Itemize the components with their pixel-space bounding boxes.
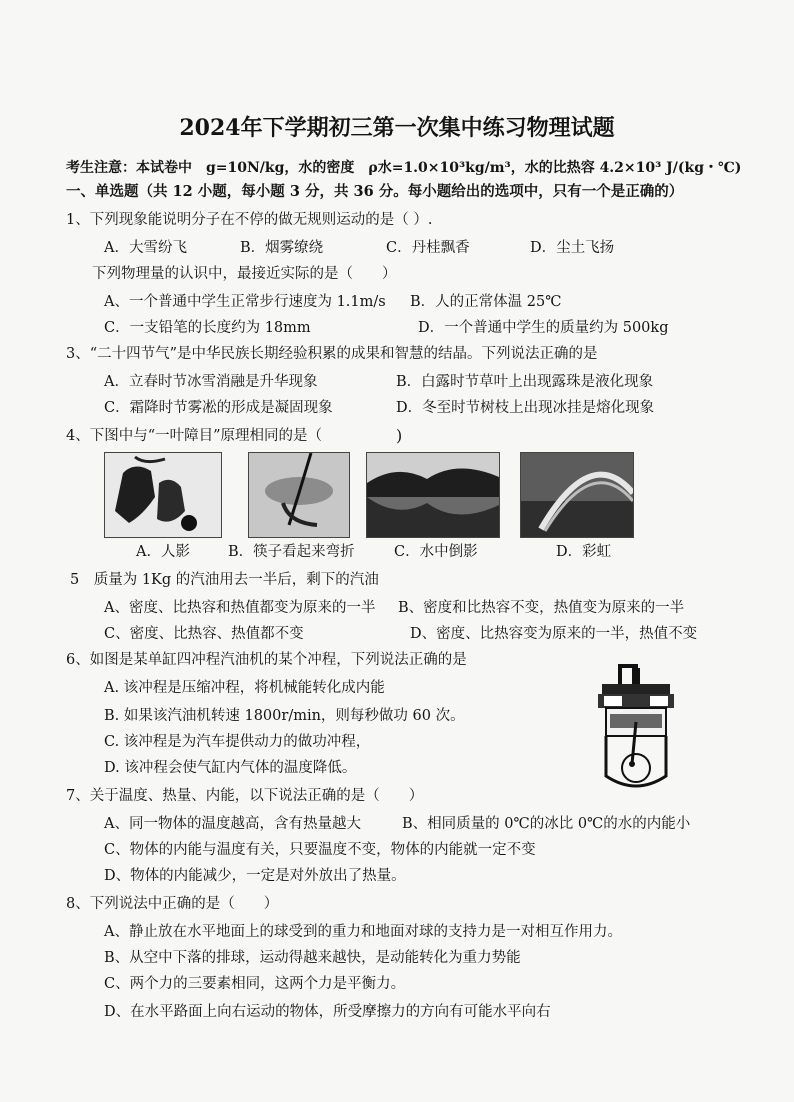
q2-option-a: A、一个普通中学生正常步行速度为 1.1m/s: [104, 294, 386, 310]
q4-option-b: B．筷子看起来弯折: [228, 544, 355, 560]
q1-option-a: A．大雪纷飞: [104, 240, 187, 256]
q7-option-c: C、物体的内能与温度有关，只要温度不变，物体的内能就一定不变: [104, 842, 536, 858]
q5-option-c: C、密度、比热容、热值都不变: [104, 626, 304, 642]
q6-option-d: D. 该冲程会使气缸内气体的温度降低。: [104, 760, 357, 776]
q1-stem: 1、下列现象能说明分子在不停的做无规则运动的是（ ）.: [66, 212, 433, 228]
notice: 考生注意：本试卷中 g=10N/kg，水的密度 ρ水=1.0×10³kg/m³，水的比热容 4.2×10³ J/(kg・℃): [66, 160, 742, 176]
section-heading: 一、单选题（共 12 小题，每小题 3 分，共 36 分。每小题给出的选项中，只有一个是正确的）: [66, 183, 684, 200]
exam-title: 2024年下学期初三第一次集中练习物理试题: [179, 115, 615, 141]
q7-option-b: B、相同质量的 0℃的冰比 0℃的水的内能小: [402, 816, 691, 832]
q5-stem: 5 质量为 1Kg 的汽油用去一半后，剩下的汽油: [70, 572, 379, 588]
q8-option-a: A、静止放在水平地面上的球受到的重力和地面对球的支持力是一对相互作用力。: [104, 924, 622, 940]
q8-option-d: D、在水平路面上向右运动的物体，所受摩擦力的方向有可能水平向右: [104, 1004, 551, 1020]
q1-option-c: C．丹桂飘香: [386, 240, 470, 256]
q2-stem: 下列物理量的认识中，最接近实际的是（ ）: [92, 266, 397, 282]
q8-option-b: B、从空中下落的排球，运动得越来越快，是动能转化为重力势能: [104, 950, 521, 966]
q4-stem: 4、下图中与“一叶障目”原理相同的是（: [66, 428, 323, 444]
q4-option-a: A．人影: [136, 544, 190, 560]
q4-option-d: D．彩虹: [556, 544, 612, 560]
q4-image-chopsticks: [248, 452, 350, 538]
q3-option-b: B．白露时节草叶上出现露珠是液化现象: [396, 374, 654, 390]
q3-option-c: C．霜降时节雾凇的形成是凝固现象: [104, 400, 333, 416]
q3-option-d: D．冬至时节树枝上出现冰挂是熔化现象: [396, 400, 655, 416]
q8-option-c: C、两个力的三要素相同，这两个力是平衡力。: [104, 976, 406, 992]
q6-option-a: A. 该冲程是压缩冲程，将机械能转化成内能: [104, 680, 385, 696]
q4-option-c: C．水中倒影: [394, 544, 478, 560]
q6-stem: 6、如图是某单缸四冲程汽油机的某个冲程，下列说法正确的是: [66, 652, 467, 668]
engine-cylinder-diagram: [592, 664, 680, 796]
q3-stem: 3、“二十四节气”是中华民族长期经验积累的成果和智慧的结晶。下列说法正确的是: [66, 346, 598, 362]
q2-option-c: C．一支铅笔的长度约为 18mm: [104, 320, 311, 336]
q5-option-d: D、密度、比热容变为原来的一半，热值不变: [410, 626, 698, 642]
handwritten-mark: ): [396, 426, 403, 445]
q4-image-shadow: [104, 452, 222, 538]
q1-option-b: B．烟雾缭绕: [240, 240, 324, 256]
q1-option-d: D．尘土飞扬: [530, 240, 615, 256]
q2-option-b: B．人的正常体温 25℃: [410, 294, 562, 310]
q7-stem: 7、关于温度、热量、内能，以下说法正确的是（ ）: [66, 788, 424, 804]
q6-option-b: B. 如果该汽油机转速 1800r/min，则每秒做功 60 次。: [104, 708, 465, 724]
q2-option-d: D．一个普通中学生的质量约为 500kg: [418, 320, 669, 336]
q3-option-a: A．立春时节冰雪消融是升华现象: [104, 374, 318, 390]
q8-stem: 8、下列说法中正确的是（ ）: [66, 896, 279, 912]
q4-image-reflection: [366, 452, 500, 538]
q5-option-a: A、密度、比热容和热值都变为原来的一半: [104, 600, 376, 616]
q5-option-b: B、密度和比热容不变，热值变为原来的一半: [398, 600, 685, 616]
q7-option-a: A、同一物体的温度越高，含有热量越大: [104, 816, 361, 832]
q7-option-d: D、物体的内能减少，一定是对外放出了热量。: [104, 868, 406, 884]
q6-option-c: C. 该冲程是为汽车提供动力的做功冲程，: [104, 734, 371, 750]
q4-image-rainbow: [520, 452, 634, 538]
